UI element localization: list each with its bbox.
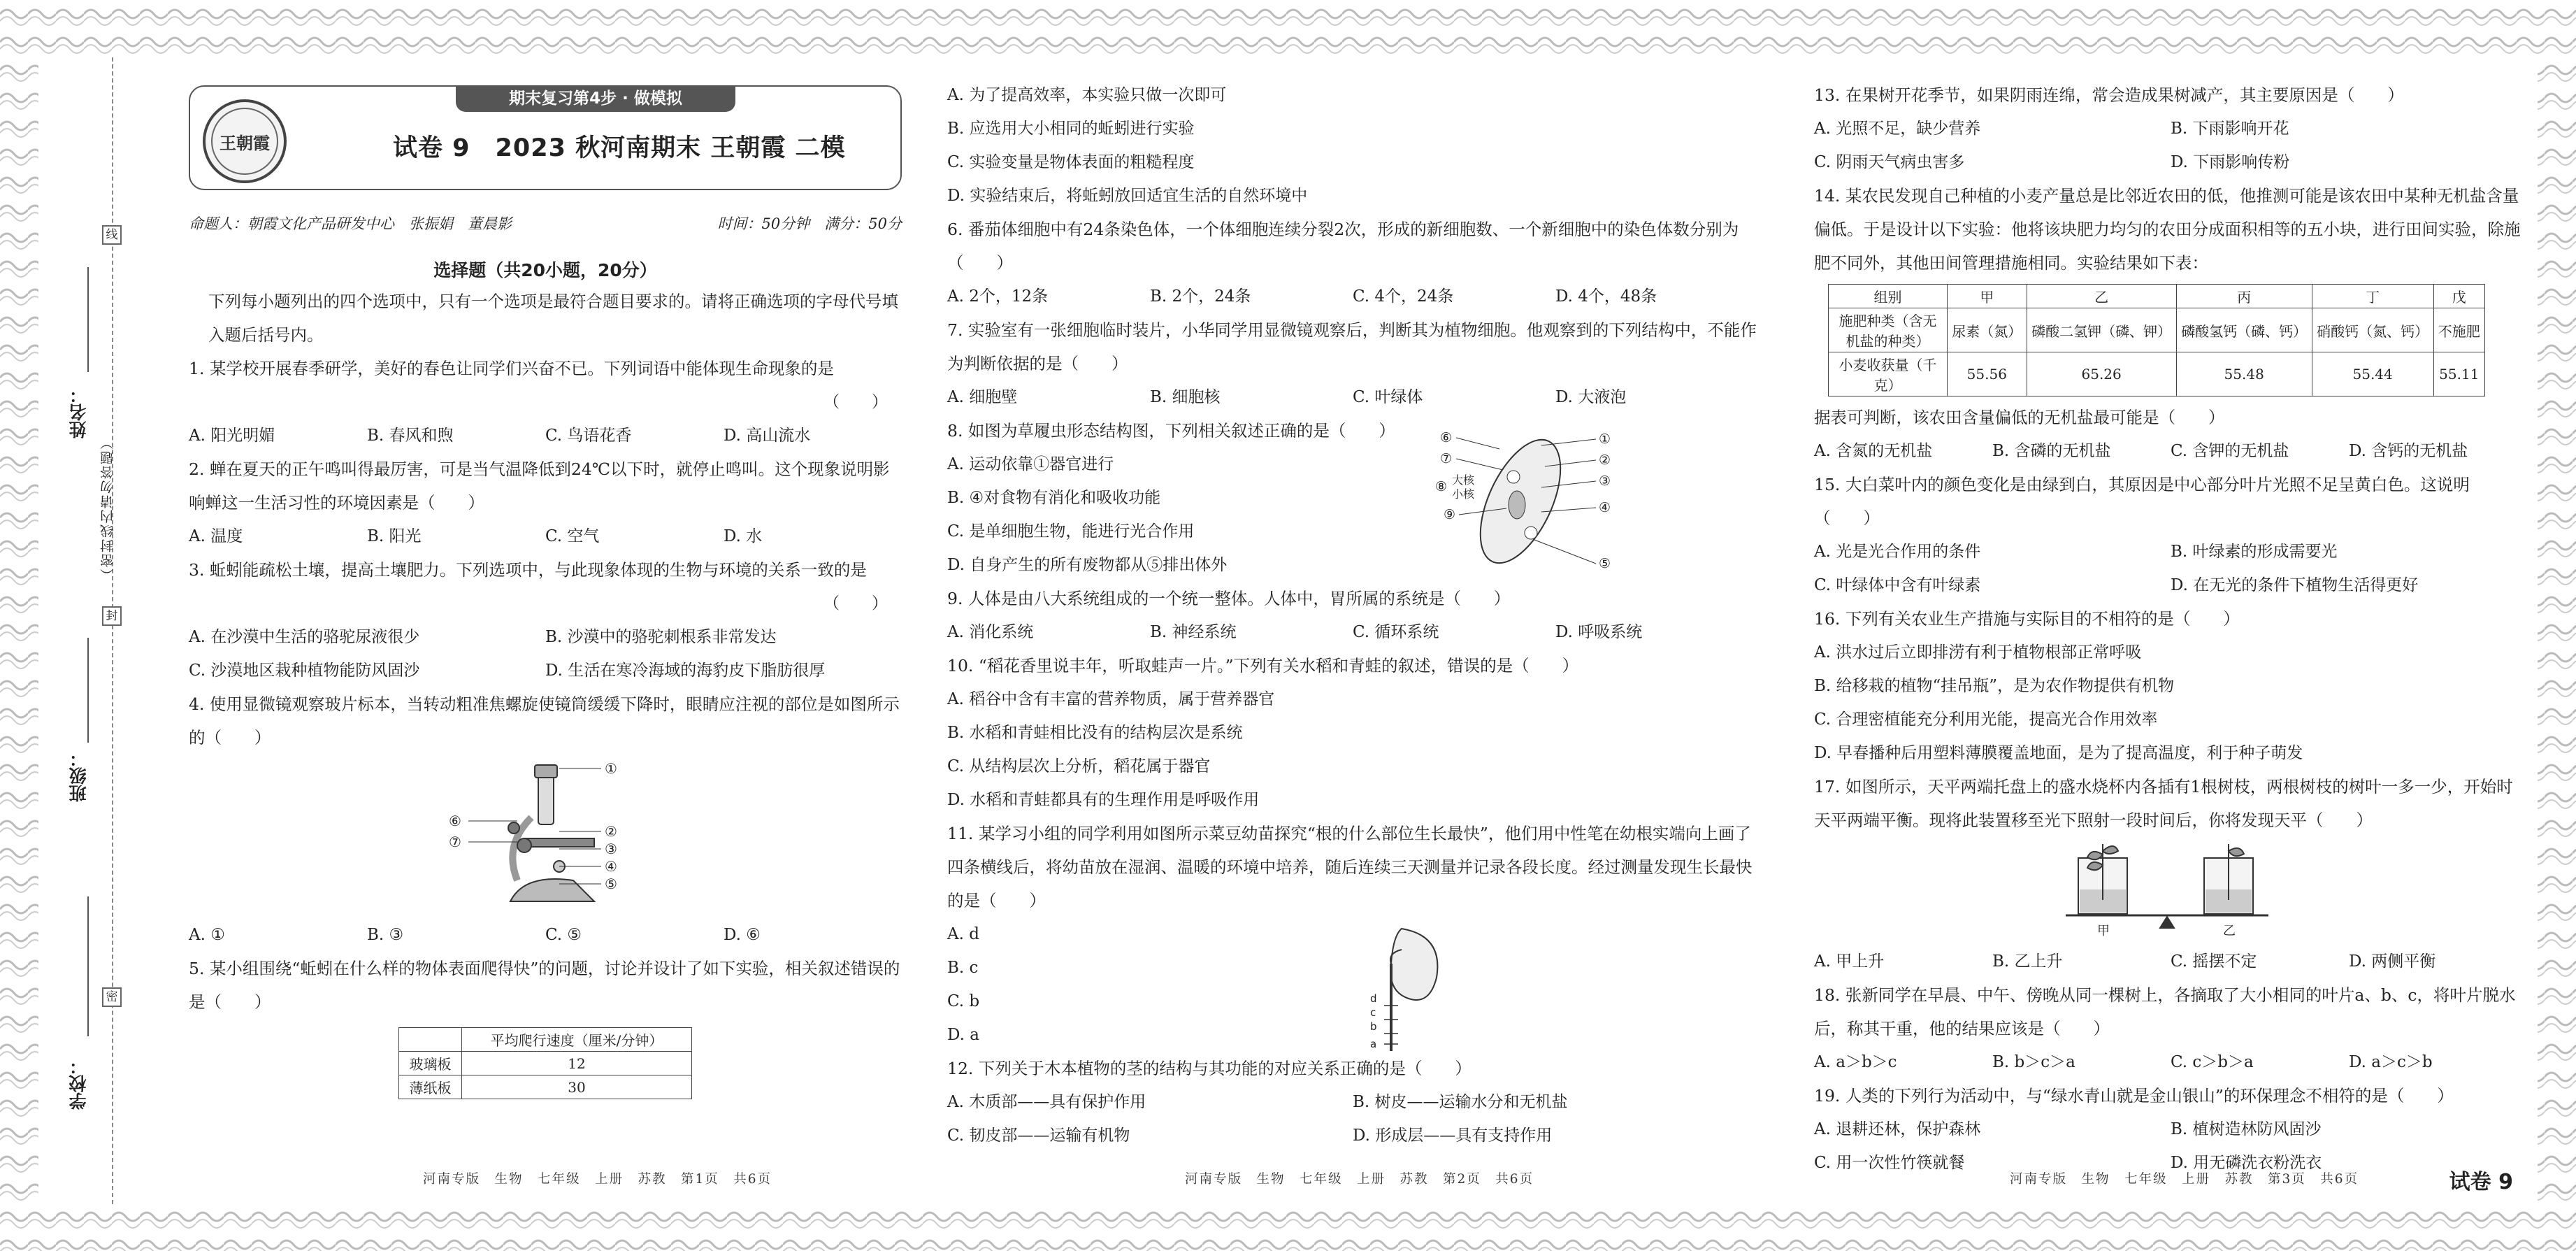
- options: [1814, 535, 2527, 602]
- option-d[interactable]: D. 形成层——具有支持作用: [1353, 1127, 1553, 1145]
- page-2: [947, 57, 1758, 1204]
- option-c[interactable]: C. 从结构层次上分析，稻花属于器官: [947, 757, 1211, 775]
- question-stem: 17. 如图所示，天平两端托盘上的盛水烧杯内各插有1根树枝，两根树枝的树叶一多一少，开始时天平两端平衡。现将此装置移至光下照射一段时间后，你将发现天平（ ）: [1814, 777, 2513, 830]
- question-10: [947, 649, 1758, 682]
- question-19: [1814, 1079, 2527, 1113]
- question-7: [947, 313, 1758, 380]
- table-cell: 薄纸板: [399, 1075, 462, 1099]
- question-stem: 2. 蝉在夏天的正午鸣叫得最厉害，可是当气温降低到24℃以下时，就停止鸣叫。这个现象说明影响蝉这一生活习性的环境因素是（ ）: [189, 459, 890, 513]
- exam-meta: [189, 213, 902, 234]
- option-b[interactable]: B. 应选用大小相同的蚯蚓进行实验: [947, 120, 1195, 138]
- option-a[interactable]: A. 光照不足，缺少营养: [1814, 120, 1981, 138]
- table-cell: 磷酸氢钙（磷、钙）: [2176, 308, 2312, 352]
- option-b[interactable]: B. ③: [367, 926, 404, 944]
- option-b[interactable]: B. 2个，24条: [1150, 287, 1251, 306]
- option-d[interactable]: D. 在无光的条件下植物生活得更好: [2171, 576, 2419, 594]
- option-a[interactable]: A. ①: [189, 926, 225, 944]
- question-16: [1814, 602, 2527, 636]
- options: [947, 448, 1395, 582]
- option-a[interactable]: A. 运动依靠①器官进行: [947, 455, 1114, 473]
- label-1: ①: [605, 760, 617, 777]
- question-stem: 13. 在果树开花季节，如果阴雨连绵，常会造成果树减产，其主要原因是（ ）: [1814, 85, 2404, 105]
- option-a[interactable]: A. d: [947, 925, 979, 943]
- option-c[interactable]: C. b: [947, 992, 980, 1010]
- option-c[interactable]: C. 摇摆不定: [2171, 952, 2257, 971]
- sheet-number: 试卷 9: [2449, 1170, 2513, 1194]
- option-b[interactable]: B. 下雨影响开花: [2171, 120, 2289, 138]
- option-c[interactable]: C. 合理密植能充分利用光能，提高光合作用效率: [1814, 710, 2158, 729]
- option-d[interactable]: D. 自身产生的所有废物都从⑤排出体外: [947, 556, 1228, 574]
- label-6: ⑥: [449, 813, 461, 829]
- label-jia: 甲: [2097, 924, 2110, 938]
- question-stem: 9. 人体是由八大系统组成的一个统一整体。人体中，胃所属的系统是（ ）: [947, 589, 1511, 608]
- page-footer: 河南专版 生物 七年级 上册 苏教 第2页 共6页: [1185, 1172, 1534, 1187]
- option-b[interactable]: B. ④对食物有消化和吸收功能: [947, 489, 1161, 507]
- seal-mark-xian: 线: [102, 225, 122, 245]
- option-b[interactable]: B. 细胞核: [1150, 388, 1221, 406]
- question-stem: 1. 某学校开展春季研学，美好的春色让同学们兴奋不已。下列词语中能体现生命现象的是: [189, 359, 834, 378]
- table-header: 丁: [2312, 285, 2433, 308]
- option-b[interactable]: B. 沙漠中的骆驼刺根系非常发达: [545, 628, 777, 646]
- question-stem: 4. 使用显微镜观察玻片标本，当转动粗准焦螺旋使镜筒缓缓下降时，眼睛应注视的部位是如图所示的（ ）: [189, 694, 900, 748]
- q14-table: [1828, 284, 2485, 396]
- svg-text:a: a: [1370, 1038, 1377, 1050]
- table-corner: [399, 1028, 462, 1052]
- page-1: [143, 57, 902, 1204]
- options: [189, 918, 902, 952]
- table-cell: 30: [462, 1075, 692, 1099]
- option-c[interactable]: C. 阴雨天气病虫害多: [1814, 153, 1965, 171]
- svg-text:⑨: ⑨: [1444, 507, 1456, 522]
- option-c[interactable]: C. 循环系统: [1353, 623, 1439, 641]
- question-stem: 8. 如图为草履虫形态结构图，下列相关叙述正确的是（ ）: [947, 421, 1395, 441]
- option-c[interactable]: C. 空气: [545, 527, 600, 545]
- option-d[interactable]: D. ⑥: [724, 926, 761, 944]
- svg-text:⑥: ⑥: [1440, 430, 1453, 445]
- option-c[interactable]: C. 叶绿体: [1353, 388, 1423, 406]
- table-cell: 55.48: [2176, 352, 2312, 396]
- class-line[interactable]: [87, 638, 89, 743]
- big-nucleus-label: 大核: [1452, 473, 1475, 487]
- seal-mark-feng: 封: [102, 606, 122, 626]
- options: [189, 419, 902, 452]
- question-5: [189, 952, 902, 1019]
- options: [1814, 945, 2527, 978]
- balance-figure: [1814, 837, 2527, 942]
- question-9: [947, 582, 1758, 615]
- table-cell: 磷酸二氢钾（磷、钾）: [2027, 308, 2176, 352]
- answer-blank[interactable]: （ ）: [823, 393, 888, 411]
- svg-text:⑦: ⑦: [1440, 451, 1453, 466]
- options: [947, 380, 1758, 414]
- option-a[interactable]: A. 阳光明媚: [189, 427, 275, 445]
- options: [189, 620, 902, 687]
- page-footer: 河南专版 生物 七年级 上册 苏教 第3页 共6页: [2010, 1172, 2359, 1187]
- question-stem: 3. 蚯蚓能疏松土壤，提高土壤肥力。下列选项中，与此现象体现的生物与环境的关系一致的是: [189, 560, 867, 580]
- option-a[interactable]: A. 光是光合作用的条件: [1814, 543, 1981, 561]
- table-row-label: 小麦收获量（千克）: [1829, 352, 1948, 396]
- question-stem: 16. 下列有关农业生产措施与实际目的不相符的是（ ）: [1814, 609, 2240, 629]
- school-line[interactable]: [87, 896, 89, 1036]
- exam-title: 试卷 9 2023 秋河南期末 王朝霞 二模: [393, 134, 846, 162]
- microscope-figure: [189, 755, 902, 915]
- svg-text:b: b: [1370, 1020, 1377, 1033]
- options: [947, 615, 1758, 649]
- option-b[interactable]: B. 神经系统: [1150, 623, 1237, 641]
- option-b[interactable]: B. 树皮——运输水分和无机盐: [1353, 1093, 1568, 1111]
- options: [1814, 1045, 2527, 1079]
- question-8-block: [947, 414, 1758, 582]
- options: [189, 520, 902, 553]
- option-d[interactable]: D. 高山流水: [724, 427, 811, 445]
- option-c[interactable]: C. 沙漠地区栽种植物能防风固沙: [189, 662, 420, 680]
- page-3: [1814, 57, 2527, 1204]
- question-1: [189, 352, 902, 385]
- question-stem: 14. 某农民发现自己种植的小麦产量总是比邻近农田的低，他推测可能是该农田中某种无机盐含量偏低。于是设计以下实验：他将该块肥力均匀的农田分成面积相等的五小块，进行田间实验，除施肥不同外，其他田间管理措施相同。实验结果如下表：: [1814, 186, 2521, 273]
- option-d[interactable]: D. 下雨影响传粉: [2171, 153, 2290, 171]
- option-c[interactable]: C. ⑤: [545, 926, 582, 944]
- option-d[interactable]: D. 用无磷洗衣粉洗衣: [2171, 1154, 2322, 1172]
- exam-paper: [38, 57, 2538, 1204]
- seal-notice: （密封线内请勿答题）: [100, 435, 115, 582]
- binding-sidebar: [38, 57, 122, 1204]
- option-a[interactable]: A. 洪水过后立即排涝有利于植物根部正常呼吸: [1814, 643, 2142, 662]
- option-a[interactable]: A. 细胞壁: [947, 388, 1018, 406]
- svg-text:c: c: [1370, 1006, 1376, 1019]
- svg-text:⑧: ⑧: [1435, 479, 1448, 494]
- option-a[interactable]: A. 温度: [189, 527, 243, 545]
- svg-text:③: ③: [1599, 473, 1611, 489]
- option-a[interactable]: A. 甲上升: [1814, 952, 1885, 971]
- table-cell: 55.44: [2312, 352, 2433, 396]
- option-a[interactable]: A. 在沙漠中生活的骆驼尿液很少: [189, 628, 420, 646]
- question-18: [1814, 978, 2527, 1045]
- table-header: 平均爬行速度（厘米/分钟）: [462, 1028, 692, 1052]
- option-d[interactable]: D. 水: [724, 527, 763, 545]
- option-d[interactable]: D. 早春播种后用塑料薄膜覆盖地面，是为了提高温度，利于种子萌发: [1814, 744, 2303, 762]
- page-1-body: [189, 285, 902, 1099]
- instructions: 下列每小题列出的四个选项中，只有一个选项是最符合题目要求的。请将正确选项的字母代号填入题后括号内。: [208, 292, 898, 345]
- question-12: [947, 1052, 1758, 1085]
- question-stem: 5. 某小组围绕“蚯蚓在什么样的物体表面爬得快”的问题，讨论并设计了如下实验，相关叙述错误的是（ ）: [189, 959, 900, 1012]
- paramecium-figure: [1437, 428, 1618, 575]
- answer-blank[interactable]: （ ）: [823, 594, 888, 613]
- table-header: 丙: [2176, 285, 2312, 308]
- options: [947, 280, 1758, 313]
- option-c[interactable]: C. 韧皮部——运输有机物: [947, 1127, 1130, 1145]
- review-banner: 期末复习第4步 · 做模拟: [456, 85, 735, 112]
- time-score: 时间：50分钟 满分：50分: [717, 215, 902, 232]
- question-4: [189, 687, 902, 755]
- option-d[interactable]: D. 呼吸系统: [1555, 623, 1643, 641]
- label-yi: 乙: [2223, 924, 2236, 938]
- svg-text:d: d: [1370, 992, 1377, 1005]
- page-2-body: [947, 78, 1758, 1152]
- options: [947, 917, 1297, 1052]
- table-header: 组别: [1829, 285, 1948, 308]
- table-cell: 55.56: [1948, 352, 2027, 396]
- question-14-followup: 据表可判断，该农田含量偏低的无机盐最可能是（ ）: [1814, 408, 2225, 427]
- question-15: [1814, 468, 2527, 535]
- small-nucleus-label: 小核: [1452, 487, 1475, 501]
- seal-mark-mi: 密: [102, 987, 122, 1007]
- option-a[interactable]: A. 为了提高效率，本实验只做一次即可: [947, 86, 1227, 104]
- option-c[interactable]: C. 叶绿体中含有叶绿素: [1814, 576, 1981, 594]
- table-cell: 12: [462, 1052, 692, 1075]
- option-d[interactable]: D. 含钙的无机盐: [2349, 442, 2468, 460]
- question-8: [947, 414, 1758, 448]
- table-header: 甲: [1948, 285, 2027, 308]
- school-label: 学校：: [69, 1057, 89, 1110]
- logo-text: 王朝霞: [211, 108, 278, 175]
- option-a[interactable]: A. a＞b＞c: [1814, 1053, 1897, 1071]
- option-b[interactable]: B. 叶绿素的形成需要光: [2171, 543, 2338, 561]
- seedling-figure: [1360, 922, 1458, 1055]
- table-cell: 65.26: [2027, 352, 2176, 396]
- question-17: [1814, 770, 2527, 837]
- name-label: 姓名：: [69, 386, 89, 438]
- option-d[interactable]: D. 大液泡: [1555, 388, 1627, 406]
- logo-seal: [203, 99, 287, 183]
- question-stem: 12. 下列关于木本植物的茎的结构与其功能的对应关系正确的是（ ）: [947, 1059, 1472, 1078]
- option-d[interactable]: D. 实验结束后，将蚯蚓放回适宜生活的自然环境中: [947, 187, 1308, 205]
- question-6: [947, 213, 1758, 280]
- table-cell: 尿素（氮）: [1948, 308, 2027, 352]
- option-c[interactable]: C. 用一次性竹筷就餐: [1814, 1154, 1965, 1172]
- svg-text:②: ②: [1599, 452, 1611, 468]
- options: [947, 78, 1758, 213]
- option-b[interactable]: B. b＞c＞a: [1992, 1053, 2075, 1071]
- option-c[interactable]: C. 是单细胞生物，能进行光合作用: [947, 522, 1195, 541]
- class-label: 班级：: [69, 750, 89, 802]
- option-b[interactable]: B. 植树造林防风固沙: [2171, 1120, 2322, 1138]
- option-a[interactable]: A. 稻谷中含有丰富的营养物质，属于营养器官: [947, 690, 1275, 708]
- table-cell: 玻璃板: [399, 1052, 462, 1075]
- options: [947, 682, 1758, 817]
- option-a[interactable]: A. 木质部——具有保护作用: [947, 1093, 1146, 1111]
- option-b[interactable]: B. 阳光: [367, 527, 422, 545]
- table-header: 戊: [2433, 285, 2484, 308]
- question-stem: 18. 张新同学在早晨、中午、傍晚从同一棵树上，各摘取了大小相同的叶片a、b、c，将叶片脱水后，称其干重，他的结果应该是（ ）: [1814, 985, 2516, 1038]
- question-14: [1814, 179, 2527, 280]
- option-d[interactable]: D. 两侧平衡: [2349, 952, 2436, 971]
- page-3-body: [1814, 78, 2527, 1180]
- option-a[interactable]: A. 含氮的无机盐: [1814, 442, 1933, 460]
- label-2: ②: [605, 823, 617, 840]
- page-footer: 河南专版 生物 七年级 上册 苏教 第1页 共6页: [423, 1172, 772, 1187]
- svg-text:⑤: ⑤: [1599, 556, 1611, 571]
- question-stem: 10. “稻花香里说丰年，听取蛙声一片。”下列有关水稻和青蛙的叙述，错误的是（ ）: [947, 656, 1579, 675]
- q5-table: [398, 1027, 692, 1099]
- option-b[interactable]: B. 含磷的无机盐: [1992, 442, 2111, 460]
- options: [947, 1085, 1758, 1152]
- name-line[interactable]: [87, 267, 89, 372]
- option-c[interactable]: C. 4个，24条: [1353, 287, 1454, 306]
- option-a[interactable]: A. 退耕还林，保护森林: [1814, 1120, 1981, 1138]
- option-d[interactable]: D. 4个，48条: [1555, 287, 1657, 306]
- question-3: [189, 553, 902, 587]
- question-11-block: [947, 817, 1758, 1052]
- option-d[interactable]: D. 水稻和青蛙都具有的生理作用是呼吸作用: [947, 791, 1260, 809]
- question-stem: 7. 实验室有一张细胞临时装片，小华同学用显微镜观察后，判断其为植物细胞。他观察到的下列结构中，不能作为判断依据的是（ ）: [947, 320, 1757, 373]
- authors: 命题人：朝霞文化产品研发中心 张振娟 董晨影: [189, 215, 512, 232]
- question-stem: 11. 某学习小组的同学利用如图所示菜豆幼苗探究“根的什么部位生长最快”，他们用中性笔在幼根实端向上画了四条横线后，将幼苗放在湿润、温暖的环境中培养，随后连续三天测量并记录各段长度。经过测量发现生长最快的是（ ）: [947, 824, 1753, 910]
- option-a[interactable]: A. 消化系统: [947, 623, 1034, 641]
- option-b[interactable]: B. c: [947, 959, 979, 977]
- table-cell: 不施肥: [2433, 308, 2484, 352]
- option-c[interactable]: C. 含钾的无机盐: [2171, 442, 2289, 460]
- question-13: [1814, 78, 2527, 112]
- question-stem: 6. 番茄体细胞中有24条染色体，一个体细胞连续分裂2次，形成的新细胞数、一个新细胞中的染色体数分别为（ ）: [947, 220, 1739, 273]
- option-b[interactable]: B. 春风和煦: [367, 427, 454, 445]
- option-d[interactable]: D. a＞c＞b: [2349, 1053, 2433, 1071]
- options: [1814, 636, 2527, 770]
- table-cell: 55.11: [2433, 352, 2484, 396]
- option-c[interactable]: C. 鸟语花香: [545, 427, 632, 445]
- label-7: ⑦: [449, 834, 461, 850]
- options: [1814, 434, 2527, 468]
- option-b[interactable]: B. 给移栽的植物“挂吊瓶”，是为农作物提供有机物: [1814, 677, 2175, 695]
- table-header: 乙: [2027, 285, 2176, 308]
- exam-header: [189, 85, 902, 190]
- label-4: ④: [605, 858, 617, 875]
- label-3: ③: [605, 841, 617, 857]
- option-d[interactable]: D. 生活在寒冷海域的海豹皮下脂肪很厚: [545, 662, 826, 680]
- option-b[interactable]: B. 水稻和青蛙相比没有的结构层次是系统: [947, 724, 1243, 742]
- svg-text:①: ①: [1599, 431, 1611, 447]
- table-cell: 硝酸钙（氮、钙）: [2312, 308, 2433, 352]
- options: [1814, 112, 2527, 179]
- question-stem: 15. 大白菜叶内的颜色变化是由绿到白，其原因是中心部分叶片光照不足呈黄白色。这说明（ ）: [1814, 475, 2470, 528]
- question-2: [189, 452, 902, 520]
- option-d[interactable]: D. a: [947, 1026, 979, 1044]
- question-11: [947, 817, 1758, 917]
- option-c[interactable]: C. 实验变量是物体表面的粗糙程度: [947, 153, 1195, 171]
- table-row-label: 施肥种类（含无机盐的种类）: [1829, 308, 1948, 352]
- label-5: ⑤: [605, 875, 617, 892]
- question-stem: 19. 人类的下列行为活动中，与“绿水青山就是金山银山”的环保理念不相符的是（ ）: [1814, 1086, 2454, 1106]
- option-c[interactable]: C. c＞b＞a: [2171, 1053, 2254, 1071]
- option-a[interactable]: A. 2个，12条: [947, 287, 1049, 306]
- option-b[interactable]: B. 乙上升: [1992, 952, 2063, 971]
- section-title: 选择题（共20小题，20分）: [433, 260, 657, 280]
- svg-text:④: ④: [1599, 500, 1611, 515]
